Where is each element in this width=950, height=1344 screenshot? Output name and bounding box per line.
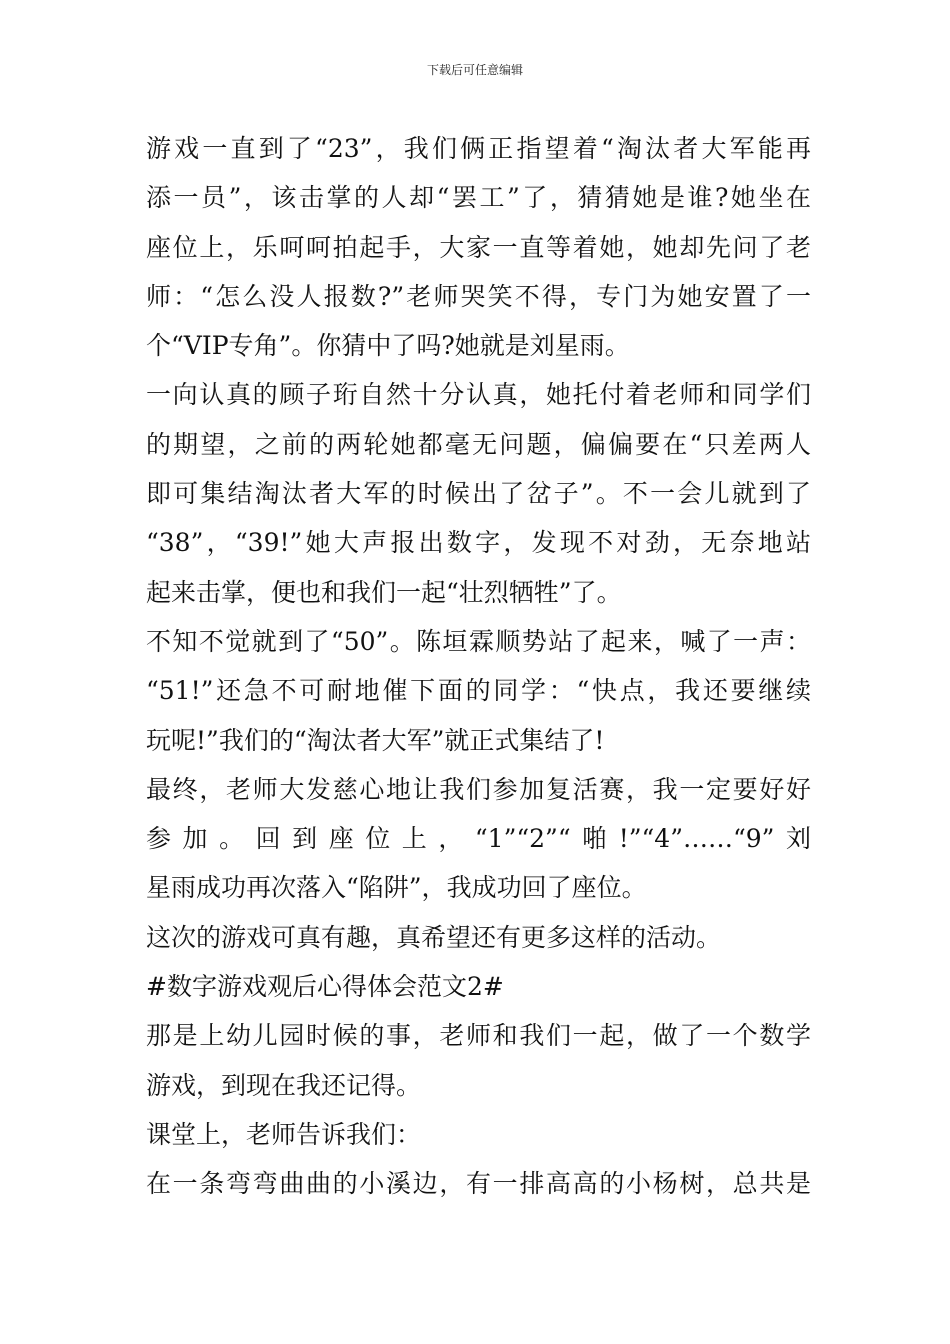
text-line: 起来击掌，便也和我们一起“壮烈牺牲”了。 [146,577,622,607]
text-line: 星雨成功再次落入“陷阱”，我成功回了座位。 [146,873,647,903]
text-line: 游戏，到现在我还记得。 [146,1070,422,1100]
text-line: 即可集结淘汰者大军的时候出了岔子”。不一会儿就到了 [146,479,811,509]
text-line: 添一员”，该击掌的人却“罢工”了，猜猜她是谁?她坐在 [146,183,811,213]
text-line: 不知不觉就到了“50”。陈垣霖顺势站了起来，喊了一声： [146,626,811,656]
section-heading: #数字游戏观后心得体会范文2# [146,972,504,1002]
text-line: 座位上，乐呵呵拍起手，大家一直等着她，她却先问了老 [146,232,811,262]
text-line: 游戏一直到了“23”，我们俩正指望着“淘汰者大军能再 [146,134,811,163]
text-line: “38”，“39!”她大声报出数字，发现不对劲，无奈地站 [146,528,811,558]
text-line: 这次的游戏可真有趣，真希望还有更多这样的活动。 [146,922,722,952]
text-line: 一向认真的顾子珩自然十分认真，她托付着老师和同学们 [146,380,811,410]
text-line: 在一条弯弯曲曲的小溪边，有一排高高的小杨树，总共是 [146,1169,811,1199]
text-line: 玩呢!”我们的“淘汰者大军”就正式集结了! [146,725,605,755]
text-line: 的期望，之前的两轮她都毫无问题，偏偏要在“只差两人 [146,429,811,459]
text-line: 参加。回到座位上，“1”“2”“啪!”“4”……“9”刘 [146,824,811,854]
text-line: 师：“怎么没人报数?”老师哭笑不得，专门为她安置了一 [146,281,811,311]
body-text [146,124,811,1209]
text-line: 个“VIP专角”。你猜中了吗?她就是刘星雨。 [146,331,630,361]
text-line: 课堂上，老师告诉我们： [146,1119,422,1149]
text-line: “51!”还急不可耐地催下面的同学：“快点，我还要继续 [146,676,811,706]
page-header-note: 下载后可任意编辑 [426,63,523,77]
text-line: 那是上幼儿园时候的事，老师和我们一起，做了一个数学 [146,1021,811,1051]
text-line: 最终，老师大发慈心地让我们参加复活赛，我一定要好好 [146,774,811,804]
